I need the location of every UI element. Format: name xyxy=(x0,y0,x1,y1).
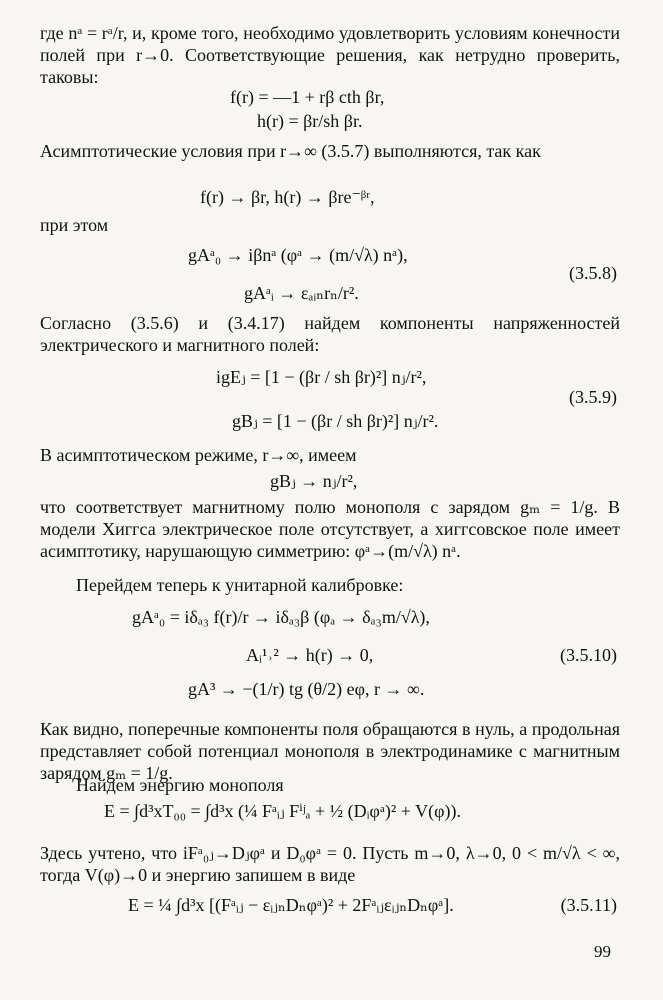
paragraph-5: В асимптотическом режиме, r→∞, имеем xyxy=(40,445,357,465)
equation-energy-rewritten: E = ¼ ∫d³x [(Fᵃᵢⱼ − εᵢⱼₙDₙφᵃ)² + 2FᵃᵢⱼεᵢⱼₙDₙφᵃ]. xyxy=(128,895,454,915)
equation-number-3-5-10: (3.5.10) xyxy=(560,645,617,665)
equation-asymptotics: f(r) → βr, h(r) → βre⁻ᵝʳ, xyxy=(200,187,375,207)
equation-number-3-5-9: (3.5.9) xyxy=(569,387,617,407)
equation-number-3-5-11: (3.5.11) xyxy=(560,895,617,915)
paragraph-8: Как видно, поперечные компоненты поля обращаются в нуль, а продольная представляет собой потенциал монополя в электродинамике с магнитным зарядом gₘ = 1/g. xyxy=(40,719,620,783)
equation-gBj: gBⱼ = [1 − (βr / sh βr)²] nⱼ/r². xyxy=(232,411,439,431)
equation-h-r: h(r) = βr/sh βr. xyxy=(257,111,363,131)
equation-gAi: gAᵃᵢ → εₐᵢₙrₙ/r². xyxy=(244,283,359,303)
paragraph-9: Найдем энергию монополя xyxy=(76,775,284,795)
paragraph-10: Здесь учтено, что iFᵃ₀ⱼ→Dⱼφᵃ и D₀φᵃ = 0. Пусть m→0, λ→0, 0 < m/√λ < ∞, тогда V(φ)→0 и энергию запишем в виде xyxy=(40,843,620,885)
equation-gA3: gA³ → −(1/r) tg (θ/2) eφ, r → ∞. xyxy=(188,679,425,699)
paragraph-6: что соответствует магнитному полю монополя с зарядом gₘ = 1/g. В модели Хиггса электрическое поле отсутствует, а хиггсовское поле имеет асимптотику, нарушающую симметрию: φᵃ→(m/√λ) nᵃ. xyxy=(40,497,620,561)
equation-igEj: igEⱼ = [1 − (βr / sh βr)²] nⱼ/r², xyxy=(216,367,427,387)
paragraph-2: Асимптотические условия при r→∞ (3.5.7) выполняются, так как xyxy=(40,141,541,161)
equation-Ai: Aᵢ¹˒² → h(r) → 0, xyxy=(246,645,374,665)
equation-gBj-asymptotic: gBⱼ → nⱼ/r², xyxy=(270,471,358,491)
paragraph-7: Перейдем теперь к унитарной калибровке: xyxy=(76,575,404,595)
paragraph-1: где nᵃ = rᵃ/r, и, кроме того, необходимо удовлетворить условиям конечности полей при r→0. Соответствующие решения, как нетрудно проверить, таковы: xyxy=(40,23,620,87)
equation-energy: E = ∫d³xT₀₀ = ∫d³x (¼ Fᵃᵢⱼ Fⁱʲₐ + ½ (Dᵢφᵃ)² + V(φ)). xyxy=(104,801,461,821)
paragraph-4: Согласно (3.5.6) и (3.4.17) найдем компоненты напряженностей электрического и магнитного полей: xyxy=(40,313,620,355)
paragraph-3: при этом xyxy=(40,215,109,235)
page-number: 99 xyxy=(594,942,611,961)
equation-number-3-5-8: (3.5.8) xyxy=(569,263,617,283)
equation-f-r: f(r) = —1 + rβ cth βr, xyxy=(230,87,385,107)
equation-unitary-gA0: gAᵃ₀ = iδₐ₃ f(r)/r → iδₐ₃β (φₐ → δₐ₃m/√λ), xyxy=(132,607,430,627)
equation-gA0: gAᵃ₀ → iβnᵃ (φᵃ → (m/√λ) nᵃ), xyxy=(188,245,408,265)
